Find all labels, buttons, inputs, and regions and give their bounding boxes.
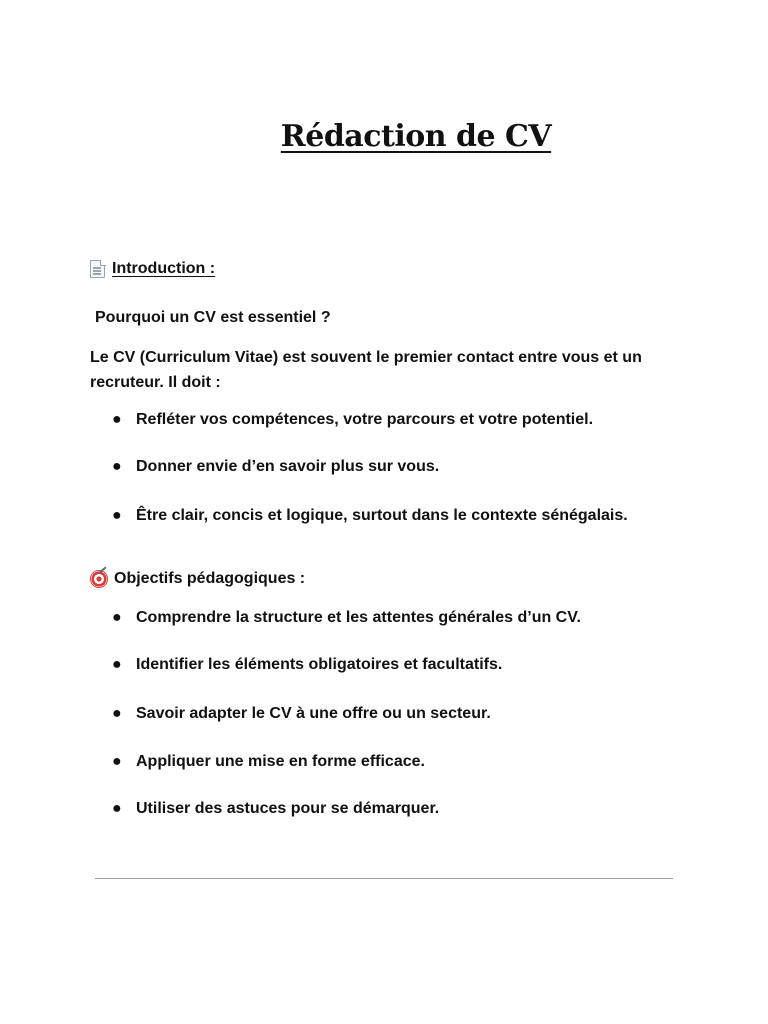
bullet-dot: ● (112, 800, 122, 817)
bullet-text: Être clair, concis et logique, surtout dans le contexte sénégalais. (136, 507, 628, 524)
bullet-dot: ● (112, 411, 122, 428)
bullet-text: Refléter vos compétences, votre parcours et votre potentiel. (136, 411, 594, 428)
bullet-dot: ● (112, 458, 122, 475)
objectives-bullet (112, 703, 712, 725)
bullet-dot: ● (112, 609, 122, 626)
page-title-text: Rédaction de CV (280, 119, 552, 154)
introduction-paragraph: Le CV (Curriculum Vitae) est souvent le premier contact entre vous et un recruteur. Il doit : (90, 349, 642, 391)
bullet-text: Savoir adapter le CV à une offre ou un secteur. (136, 705, 491, 722)
bullet-dot: ● (112, 705, 122, 722)
bullet-text: Donner envie d’en savoir plus sur vous. (136, 458, 440, 475)
objectives-bullet (112, 654, 712, 676)
bullet-text: Comprendre la structure et les attentes générales d’un CV. (136, 609, 581, 626)
objectives-bullet (112, 751, 712, 773)
bullet-text: Utiliser des astuces pour se démarquer. (136, 800, 440, 817)
introduction-bullet (112, 409, 712, 431)
introduction-heading (90, 258, 215, 280)
introduction-question: Pourquoi un CV est essentiel ? (95, 309, 331, 326)
bullet-dot: ● (112, 656, 122, 673)
bullet-text: Appliquer une mise en forme efficace. (136, 753, 425, 770)
bullet-dot: ● (112, 753, 122, 770)
objectives-bullet (112, 607, 712, 629)
introduction-bullet (112, 456, 712, 478)
introduction-bullet (112, 505, 712, 527)
target-icon (90, 570, 108, 588)
page-document-icon (90, 260, 105, 278)
horizontal-divider (95, 878, 673, 879)
objectives-heading-label: Objectifs pédagogiques : (114, 570, 306, 587)
bullet-dot: ● (112, 507, 122, 524)
introduction-heading-label: Introduction : (112, 260, 216, 277)
bullet-text: Identifier les éléments obligatoires et facultatifs. (136, 656, 503, 673)
objectives-bullet (112, 798, 712, 820)
page-title (0, 116, 768, 158)
objectives-heading (90, 568, 305, 590)
